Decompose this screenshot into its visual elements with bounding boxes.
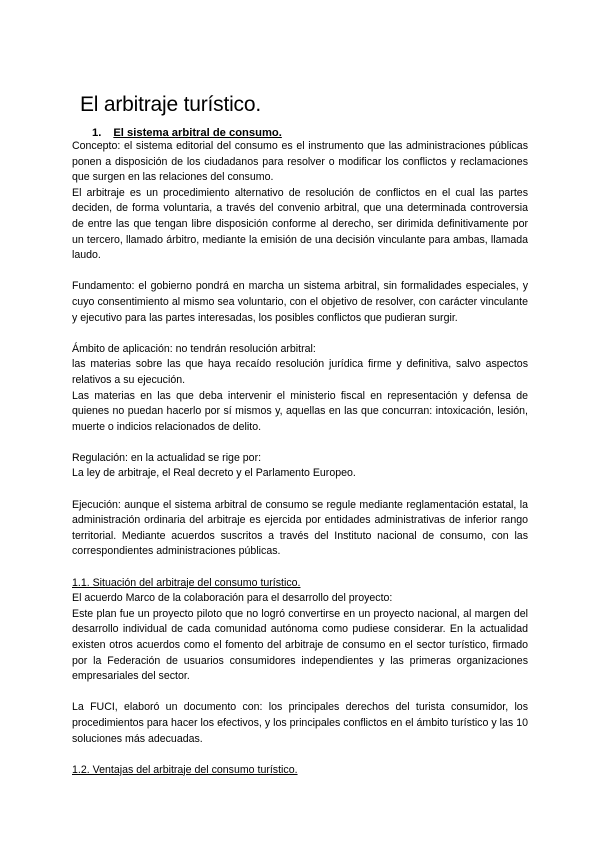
section-number: 1. xyxy=(92,127,102,139)
section-title: El sistema arbitral de consumo. xyxy=(113,127,282,139)
paragraph-materias-2: Las materias en las que deba intervenir el ministerio fiscal en representación y defensa de quienes no puedan hacerlo por sí mismos y, aquellas en las que concurran: intoxicación, lesión, muerte o indicios relacionados de delito. xyxy=(72,389,528,433)
paragraph-concepto: Concepto: el sistema editorial del consumo es el instrumento que las administraciones públicas ponen a disposición de los ciudadanos para resolver o modificar los conflictos y reclamaciones que surgen en las relaciones del consumo. xyxy=(72,140,528,184)
section-heading xyxy=(92,126,282,140)
paragraph-materias-1: las materias sobre las que haya recaído resolución jurídica firme y definitiva, salvo aspectos relativos a su ejecución. xyxy=(72,358,528,386)
paragraph-ambito: Ámbito de aplicación: no tendrán resolución arbitral: xyxy=(72,342,316,355)
page-title: El arbitraje turístico. xyxy=(80,93,261,116)
paragraph-regulacion: Regulación: en la actualidad se rige por: xyxy=(72,451,262,464)
paragraph-arbitraje: El arbitraje es un procedimiento alternativo de resolución de conflictos en el cual las partes deciden, de forma voluntaria, a través del convenio arbitral, que una determinada controversia de entre las que tengan libre disposición conforme al derecho, ser dirimida definitivamente por un tercero, llamado árbitro, mediante la emisión de una decisión vinculante para ambas, llamada laudo. xyxy=(72,186,528,262)
paragraph-fuci: La FUCI, elaboró un documento con: los principales derechos del turista consumidor, los procedimientos para hacer los efectivos, y los principales conflictos en el ámbito turístico y las 10 soluciones más adecuadas. xyxy=(72,701,528,745)
paragraph-ejecucion: Ejecución: aunque el sistema arbitral de consumo se regule mediante reglamentación estatal, la administración ordinaria del arbitraje es ejercida por entidades administrativas de inferior rango territorial. Mediante acuerdos suscritos a través del Instituto nacional de consumo, con las correspondientes administraciones públicas. xyxy=(72,498,528,558)
subsection-heading-1-2: 1.2. Ventajas del arbitraje del consumo turístico. xyxy=(72,763,298,776)
paragraph-plan: Este plan fue un proyecto piloto que no logró convertirse en un proyecto nacional, al margen del desarrollo individual de cada comunidad autónoma como pudiese considerar. En la actualidad existen otros acuerdos como el fomento del arbitraje de consumo en el sector turístico, firmado por la Federación de usuarios consumidores independientes y las primeras organizaciones empresariales del sector. xyxy=(72,607,528,683)
paragraph-acuerdo: El acuerdo Marco de la colaboración para el desarrollo del proyecto: xyxy=(72,592,393,605)
document-body xyxy=(72,139,528,778)
paragraph-fundamento: Fundamento: el gobierno pondrá en marcha un sistema arbitral, sin formalidades especiales, y cuyo consentimiento al mismo sea voluntario, con el objetivo de resolver, con carácter vinculante y ejecutivo para las partes interesadas, los posibles conflictos que pudieran surgir. xyxy=(72,280,528,324)
subsection-heading-1-1: 1.1. Situación del arbitraje del consumo turístico. xyxy=(72,576,301,589)
paragraph-ley: La ley de arbitraje, el Real decreto y el Parlamento Europeo. xyxy=(72,467,356,480)
